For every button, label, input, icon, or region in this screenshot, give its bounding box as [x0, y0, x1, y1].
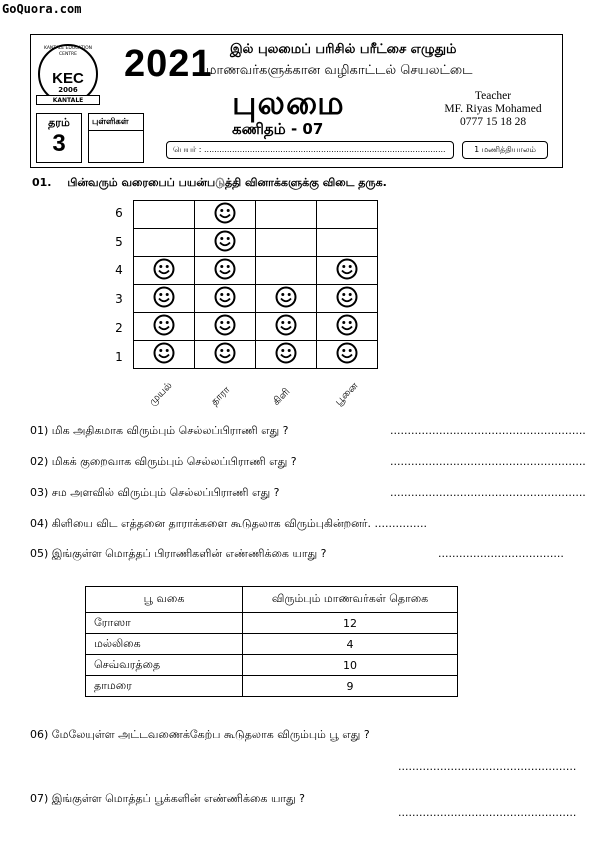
- smiley-face-icon: [275, 286, 297, 308]
- smiley-face-icon: [336, 342, 358, 364]
- marks-box[interactable]: [88, 113, 144, 163]
- pictograph-row: [134, 257, 378, 285]
- smiley-face-icon: [336, 258, 358, 280]
- name-field[interactable]: பெயர் : ...............................................................................................: [166, 141, 454, 159]
- pictograph-cell: [195, 341, 256, 369]
- flower-name: மல்லிகை: [86, 634, 243, 655]
- pictograph-cell: [256, 229, 317, 257]
- pictograph-cell: [256, 341, 317, 369]
- question-label: 02) மிகக் குறைவாக விரும்பும் செல்லப்பிராணி எது ?: [30, 455, 297, 468]
- time-duration: 1 மணித்தியாலம்: [462, 141, 548, 159]
- question-label: 05) இங்குள்ள மொத்தப் பிராணிகளின் எண்ணிக்கை யாது ?: [30, 547, 327, 560]
- title-line-1: இல் புலமைப் பரிசில் பரீட்சை எழுதும்: [230, 42, 457, 57]
- logo-year: 2006: [58, 86, 78, 94]
- pictograph-cell: [256, 257, 317, 285]
- pictograph-row: [134, 341, 378, 369]
- smiley-face-icon: [275, 342, 297, 364]
- pictograph-cell: [134, 257, 195, 285]
- pictograph-cell: [195, 201, 256, 229]
- logo-ring-text: KANTALE EDUCATION CENTRE: [43, 46, 93, 57]
- site-watermark-text: GoQuora.com: [2, 2, 82, 16]
- answer-line[interactable]: ....................................: [438, 547, 564, 560]
- pictograph-cell: [317, 341, 378, 369]
- pictograph-cell: [317, 201, 378, 229]
- question-07: 07) இங்குள்ள மொத்தப் பூக்களின் எண்ணிக்கை யாது ?: [30, 792, 306, 805]
- smiley-face-icon: [214, 202, 236, 224]
- grade-label: தரம்: [48, 116, 70, 129]
- answer-line[interactable]: ........................................................: [390, 424, 586, 437]
- teacher-name: MF. Riyas Mohamed: [444, 103, 542, 115]
- smiley-face-icon: [214, 314, 236, 336]
- y-axis-label: 2: [115, 320, 123, 335]
- answer-line[interactable]: ........................................................: [390, 455, 586, 468]
- smiley-face-icon: [153, 314, 175, 336]
- question-04: [30, 517, 427, 532]
- smiley-face-icon: [336, 314, 358, 336]
- flower-name: செவ்வரத்தை: [86, 655, 243, 676]
- smiley-face-icon: [275, 314, 297, 336]
- pictograph-row: [134, 313, 378, 341]
- pictograph-cell: [134, 285, 195, 313]
- brand-title: புலமை: [232, 83, 345, 122]
- table-row: [86, 613, 458, 634]
- smiley-face-icon: [153, 258, 175, 280]
- logo-text: KEC: [52, 70, 84, 87]
- flower-table-header: [86, 587, 458, 613]
- pictograph-cell: [195, 257, 256, 285]
- flower-count: 4: [243, 634, 458, 655]
- pictograph-row: [134, 229, 378, 257]
- pictograph-cell: [134, 201, 195, 229]
- pictograph-cell: [317, 229, 378, 257]
- flower-count: 9: [243, 676, 458, 697]
- flower-name: ரோஸா: [86, 613, 243, 634]
- grade-box: [36, 113, 82, 163]
- y-axis-label: 5: [115, 234, 123, 249]
- pictograph-cell: [134, 313, 195, 341]
- question-text: பின்வரும் வரைபைப் பயன்படுத்தி வினாக்களுக்கு விடை தருக.: [67, 176, 387, 189]
- pictograph-cell: [317, 257, 378, 285]
- header-flower-type: பூ வகை: [86, 587, 243, 613]
- teacher-label: Teacher: [474, 90, 512, 102]
- question-number: 01.: [32, 176, 52, 189]
- question-label: 04) கிளியை விட எத்தனை தாராக்களை கூடுதலாக விரும்புகின்றனர். ...............: [30, 517, 427, 530]
- subject-title: கணிதம் - 07: [232, 120, 324, 138]
- y-axis-label: 1: [115, 349, 123, 364]
- pictograph-cell: [134, 229, 195, 257]
- smiley-face-icon: [336, 286, 358, 308]
- smiley-face-icon: [153, 286, 175, 308]
- pictograph-cell: [256, 313, 317, 341]
- x-axis-label: கிளி: [271, 386, 293, 408]
- title-line-2: மாணவர்களுக்கான வழிகாட்டல் செயலட்டை: [206, 63, 473, 78]
- pictograph-cell: [195, 229, 256, 257]
- smiley-face-icon: [214, 230, 236, 252]
- pictograph-cell: [256, 201, 317, 229]
- question-intro: [32, 176, 387, 191]
- question-02: [30, 455, 586, 470]
- question-03: [30, 486, 586, 501]
- question-06: 06) மேலேயுள்ள அட்டவணைக்கேற்ப கூடுதலாக விரும்பும் பூ எது ?: [30, 728, 370, 741]
- x-axis-label: தாரா: [209, 384, 233, 408]
- flower-table: [85, 586, 458, 697]
- flower-count: 10: [243, 655, 458, 676]
- smiley-face-icon: [214, 286, 236, 308]
- marks-label: புள்ளிகள்: [89, 114, 143, 131]
- x-axis-label: பூனை: [333, 380, 361, 408]
- question-01: [30, 424, 586, 439]
- teacher-info: [418, 90, 568, 129]
- smiley-face-icon: [214, 342, 236, 364]
- pictograph-cell: [317, 313, 378, 341]
- question-label: 03) சம அளவில் விரும்பும் செல்லப்பிராணி எது ?: [30, 486, 280, 499]
- teacher-phone: 0777 15 18 28: [459, 116, 527, 128]
- table-row: [86, 634, 458, 655]
- smiley-face-icon: [153, 342, 175, 364]
- pictograph-row: [134, 285, 378, 313]
- table-row: [86, 655, 458, 676]
- pictograph-cell: [195, 285, 256, 313]
- pictograph-cell: [195, 313, 256, 341]
- answer-line-07[interactable]: ...................................................: [398, 806, 577, 819]
- smiley-face-icon: [214, 258, 236, 280]
- pictograph-grid: [133, 200, 378, 369]
- x-axis-label: முயல்: [147, 380, 175, 408]
- pictograph-cell: [256, 285, 317, 313]
- logo-ribbon: KANTALE: [36, 95, 100, 105]
- pictograph-cell: [134, 341, 195, 369]
- answer-line-06[interactable]: ...................................................: [398, 760, 577, 773]
- header-student-count: விரும்பும் மாணவர்கள் தொகை: [243, 587, 458, 613]
- y-axis-label: 6: [115, 206, 123, 220]
- question-05: [30, 547, 564, 562]
- pictograph-cell: [317, 285, 378, 313]
- table-row: [86, 676, 458, 697]
- pictograph-row: [134, 201, 378, 229]
- question-label: 01) மிக அதிகமாக விரும்பும் செல்லப்பிராணி எது ?: [30, 424, 289, 437]
- exam-year: 2021: [124, 43, 213, 85]
- flower-count: 12: [243, 613, 458, 634]
- answer-line[interactable]: ........................................................: [390, 486, 586, 499]
- grade-value: 3: [52, 130, 66, 157]
- flower-name: தாமரை: [86, 676, 243, 697]
- y-axis-label: 3: [115, 292, 123, 307]
- y-axis-label: 4: [115, 263, 123, 278]
